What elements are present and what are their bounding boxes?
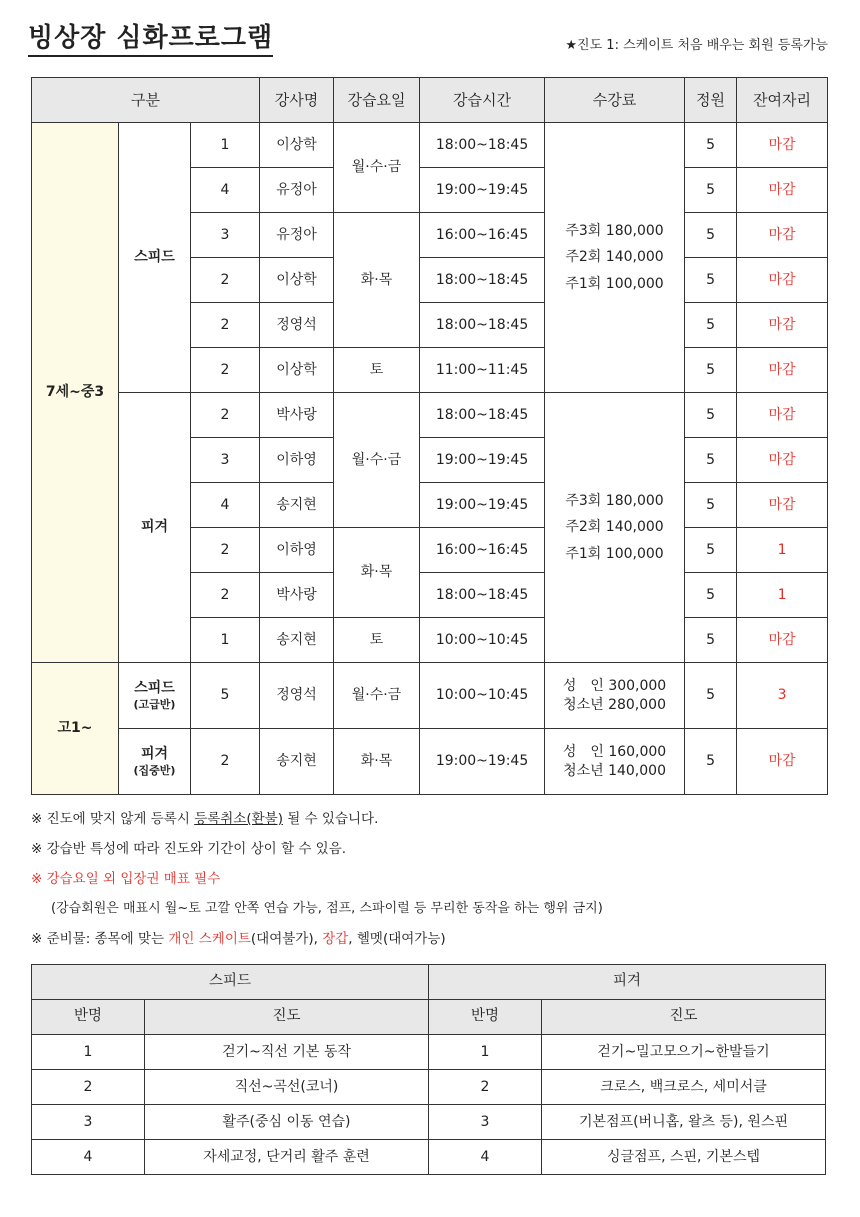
- fee-line: 주1회 100,000: [565, 545, 664, 562]
- legend-progress-cell: 자세교정, 단거리 활주 훈련: [145, 1140, 429, 1175]
- legend-class-cell: 3: [32, 1105, 145, 1140]
- note-text: (대여불가),: [250, 931, 323, 947]
- note-highlight: 개인 스케이트: [168, 931, 251, 947]
- fee-cell: [545, 663, 685, 729]
- legend-row: [32, 1070, 826, 1105]
- note-text: 될 수 있습니다.: [282, 811, 379, 827]
- time-cell: 18:00~18:45: [420, 393, 545, 438]
- level-cell: 2: [191, 528, 260, 573]
- header-fee: 수강료: [545, 78, 685, 123]
- note-underlined-text: 등록취소(환불): [194, 811, 283, 827]
- legend-class-cell: 4: [429, 1140, 542, 1175]
- legend-speed-header: 스피드: [32, 965, 429, 1000]
- remaining-cell: 3: [737, 663, 828, 729]
- time-cell: 18:00~18:45: [420, 303, 545, 348]
- capacity-cell: 5: [685, 123, 737, 168]
- fee-line: 주2회 140,000: [565, 249, 664, 266]
- note-highlight: 장갑: [322, 931, 349, 947]
- level-cell: 4: [191, 483, 260, 528]
- level-cell: 2: [191, 303, 260, 348]
- note-text: ※ 진도에 맞지 않게 등록시: [31, 811, 195, 827]
- legend-progress-header: 진도: [542, 1000, 826, 1035]
- instructor-cell: 이상학: [260, 123, 334, 168]
- remaining-cell: 마감: [737, 258, 828, 303]
- days-cell: 화·목: [334, 729, 420, 795]
- days-cell: 토: [334, 348, 420, 393]
- instructor-cell: 이하영: [260, 438, 334, 483]
- remaining-cell: 마감: [737, 168, 828, 213]
- time-cell: 10:00~10:45: [420, 618, 545, 663]
- legend-class-header: 반명: [429, 1000, 542, 1035]
- instructor-cell: 이하영: [260, 528, 334, 573]
- time-cell: 19:00~19:45: [420, 483, 545, 528]
- instructor-cell: 유정아: [260, 168, 334, 213]
- legend-figure-header: 피겨: [429, 965, 826, 1000]
- speed-advanced-cell: [119, 663, 191, 729]
- days-cell: 화·목: [334, 528, 420, 618]
- category-sub-label: (고급반): [133, 697, 176, 711]
- capacity-cell: 5: [685, 618, 737, 663]
- time-cell: 18:00~18:45: [420, 123, 545, 168]
- legend-class-cell: 2: [429, 1070, 542, 1105]
- capacity-cell: 5: [685, 729, 737, 795]
- fee-line: 청소년 280,000: [563, 696, 666, 713]
- capacity-cell: 5: [685, 303, 737, 348]
- level-cell: 5: [191, 663, 260, 729]
- category-label: 피겨: [140, 745, 169, 762]
- instructor-cell: 이상학: [260, 348, 334, 393]
- header-category: 구분: [32, 78, 260, 123]
- note-refund: [31, 804, 831, 834]
- level-cell: 3: [191, 438, 260, 483]
- remaining-cell: 마감: [737, 123, 828, 168]
- capacity-cell: 5: [685, 168, 737, 213]
- table-row: [32, 663, 828, 729]
- level-cell: 2: [191, 393, 260, 438]
- table-row: [32, 729, 828, 795]
- fee-line: 주1회 100,000: [565, 275, 664, 292]
- capacity-cell: 5: [685, 528, 737, 573]
- note-ticket-required: ※ 강습요일 외 입장권 매표 필수: [31, 871, 221, 887]
- legend-class-header: 반명: [32, 1000, 145, 1035]
- remaining-cell: 마감: [737, 618, 828, 663]
- instructor-cell: 송지현: [260, 483, 334, 528]
- legend-row: [32, 1105, 826, 1140]
- page-title: 빙상장 심화프로그램: [28, 22, 273, 57]
- header-time: 강습시간: [420, 78, 545, 123]
- fee-line: 주3회 180,000: [565, 222, 664, 239]
- capacity-cell: 5: [685, 573, 737, 618]
- legend-header-row: [32, 965, 826, 1000]
- capacity-cell: 5: [685, 258, 737, 303]
- level-cell: 4: [191, 168, 260, 213]
- legend-subheader-row: [32, 1000, 826, 1035]
- legend-progress-cell: 크로스, 백크로스, 세미서클: [542, 1070, 826, 1105]
- legend-row: [32, 1035, 826, 1070]
- age-group-cell: 7세~중3: [32, 123, 119, 663]
- level-cell: 2: [191, 729, 260, 795]
- capacity-cell: 5: [685, 348, 737, 393]
- header-instructor: 강사명: [260, 78, 334, 123]
- legend-class-cell: 2: [32, 1070, 145, 1105]
- category-label: 스피드: [134, 679, 175, 696]
- fee-line: 성 인 300,000: [562, 677, 667, 694]
- time-cell: 18:00~18:45: [420, 258, 545, 303]
- capacity-cell: 5: [685, 483, 737, 528]
- remaining-cell: 마감: [737, 483, 828, 528]
- instructor-cell: 송지현: [260, 729, 334, 795]
- instructor-cell: 이상학: [260, 258, 334, 303]
- progress-legend-table: [31, 964, 826, 1175]
- remaining-cell: 1: [737, 528, 828, 573]
- instructor-cell: 박사랑: [260, 393, 334, 438]
- table-row: [32, 393, 828, 438]
- time-cell: 10:00~10:45: [420, 663, 545, 729]
- time-cell: 19:00~19:45: [420, 168, 545, 213]
- fee-line: 주2회 140,000: [565, 519, 664, 536]
- figure-category-cell: 피겨: [119, 393, 191, 663]
- header-capacity: 정원: [685, 78, 737, 123]
- instructor-cell: 정영석: [260, 303, 334, 348]
- speed-category-cell: 스피드: [119, 123, 191, 393]
- legend-progress-cell: 걷기~밀고모으기~한발들기: [542, 1035, 826, 1070]
- time-cell: 19:00~19:45: [420, 438, 545, 483]
- category-sub-label: (집중반): [133, 763, 176, 777]
- legend-progress-cell: 활주(중심 이동 연습): [145, 1105, 429, 1140]
- fee-cell: [545, 729, 685, 795]
- remaining-cell: 마감: [737, 729, 828, 795]
- table-header-row: [32, 78, 828, 123]
- remaining-cell: 마감: [737, 303, 828, 348]
- header-days: 강습요일: [334, 78, 420, 123]
- days-cell: 화·목: [334, 213, 420, 348]
- capacity-cell: 5: [685, 438, 737, 483]
- level-cell: 2: [191, 573, 260, 618]
- legend-progress-cell: 직선~곡선(코너): [145, 1070, 429, 1105]
- legend-class-cell: 3: [429, 1105, 542, 1140]
- page-header: [28, 18, 828, 58]
- level-cell: 3: [191, 213, 260, 258]
- instructor-cell: 송지현: [260, 618, 334, 663]
- capacity-cell: 5: [685, 213, 737, 258]
- registration-note: ★진도 1: 스케이트 처음 배우는 회원 등록가능: [565, 38, 828, 53]
- legend-progress-cell: 기본점프(버니홉, 왈츠 등), 원스핀: [542, 1105, 826, 1140]
- fee-line: 성 인 160,000: [562, 743, 667, 760]
- level-cell: 1: [191, 123, 260, 168]
- days-cell: 토: [334, 618, 420, 663]
- fee-cell: [545, 393, 685, 663]
- note-text: , 헬멧(대여가능): [348, 931, 446, 947]
- fee-line: 주3회 180,000: [565, 492, 664, 509]
- legend-class-cell: 4: [32, 1140, 145, 1175]
- note-text: ※ 준비물: 종목에 맞는: [31, 931, 169, 947]
- instructor-cell: 박사랑: [260, 573, 334, 618]
- note-equipment: [31, 924, 831, 954]
- notes-section: [31, 804, 831, 954]
- note-practice-rules: (강습회원은 매표시 월~토 고깔 안쪽 연습 가능, 점프, 스파이럴 등 무리한 동작을 하는 행위 금지): [51, 901, 603, 916]
- remaining-cell: 마감: [737, 213, 828, 258]
- fee-line: 청소년 140,000: [563, 762, 666, 779]
- capacity-cell: 5: [685, 663, 737, 729]
- legend-class-cell: 1: [429, 1035, 542, 1070]
- days-cell: 월·수·금: [334, 393, 420, 528]
- legend-progress-cell: 걷기~직선 기본 동작: [145, 1035, 429, 1070]
- time-cell: 16:00~16:45: [420, 213, 545, 258]
- remaining-cell: 1: [737, 573, 828, 618]
- remaining-cell: 마감: [737, 393, 828, 438]
- days-cell: 월·수·금: [334, 663, 420, 729]
- time-cell: 18:00~18:45: [420, 573, 545, 618]
- days-cell: 월·수·금: [334, 123, 420, 213]
- instructor-cell: 유정아: [260, 213, 334, 258]
- time-cell: 11:00~11:45: [420, 348, 545, 393]
- header-remaining: 잔여자리: [737, 78, 828, 123]
- level-cell: 2: [191, 258, 260, 303]
- legend-progress-cell: 싱글점프, 스핀, 기본스텝: [542, 1140, 826, 1175]
- time-cell: 16:00~16:45: [420, 528, 545, 573]
- instructor-cell: 정영석: [260, 663, 334, 729]
- legend-class-cell: 1: [32, 1035, 145, 1070]
- legend-row: [32, 1140, 826, 1175]
- remaining-cell: 마감: [737, 438, 828, 483]
- fee-cell: [545, 123, 685, 393]
- remaining-cell: 마감: [737, 348, 828, 393]
- level-cell: 2: [191, 348, 260, 393]
- legend-progress-header: 진도: [145, 1000, 429, 1035]
- table-row: [32, 123, 828, 168]
- figure-intensive-cell: [119, 729, 191, 795]
- schedule-table: [31, 77, 828, 795]
- note-period: ※ 강습반 특성에 따라 진도와 기간이 상이 할 수 있음.: [31, 841, 347, 857]
- level-cell: 1: [191, 618, 260, 663]
- capacity-cell: 5: [685, 393, 737, 438]
- age-group-cell: 고1~: [32, 663, 119, 795]
- time-cell: 19:00~19:45: [420, 729, 545, 795]
